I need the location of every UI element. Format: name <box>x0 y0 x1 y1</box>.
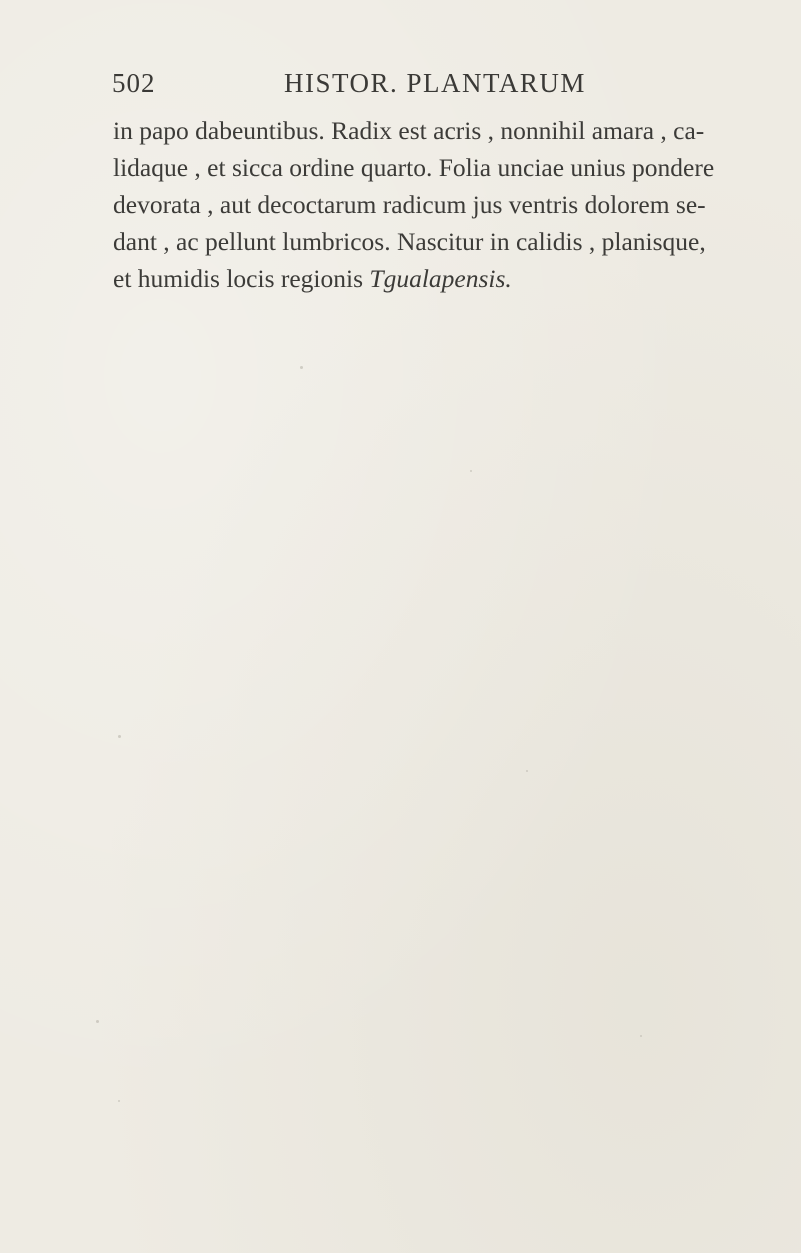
paper-speck <box>470 470 472 472</box>
text-line-5-italic: Tgualapensis. <box>369 264 512 293</box>
paper-speck <box>118 735 121 738</box>
text-line-5 <box>113 260 773 297</box>
text-line-5-plain: et humidis locis regionis <box>113 264 370 293</box>
running-head <box>112 68 632 108</box>
text-line-1: in papo dabeuntibus. Radix est acris , nonnihil amara , ca- <box>113 116 705 145</box>
paper-speck <box>526 770 528 772</box>
paper-speck <box>640 1035 642 1037</box>
body-paragraph <box>113 112 773 297</box>
paper-speck <box>300 366 303 369</box>
page-number: 502 <box>112 68 156 98</box>
paper-speck <box>118 1100 120 1102</box>
text-line-3: devorata , aut decoctarum radicum jus ventris dolorem se- <box>113 190 706 219</box>
text-line-4: dant , ac pellunt lumbricos. Nascitur in calidis , planisque, <box>113 227 706 256</box>
text-line-2: lidaque , et sicca ordine quarto. Folia unciae unius pondere <box>113 153 715 182</box>
paper-speck <box>96 1020 99 1023</box>
running-title: HISTOR. PLANTARUM <box>284 68 586 98</box>
